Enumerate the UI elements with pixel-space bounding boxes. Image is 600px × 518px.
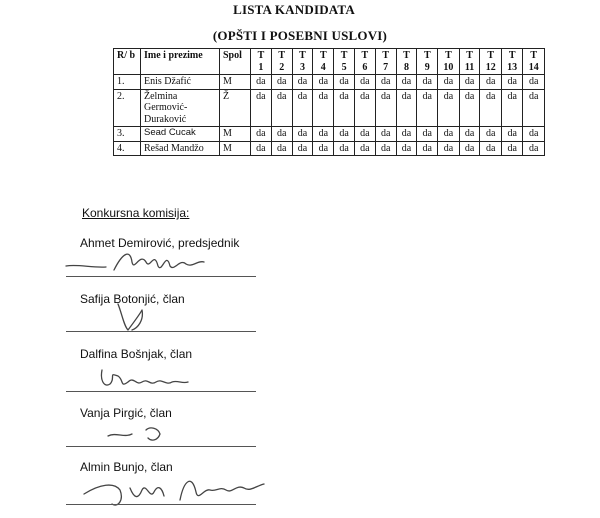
- criterion-value: da: [375, 127, 396, 142]
- criterion-value: da: [313, 141, 334, 156]
- criterion-value: da: [334, 75, 355, 90]
- criterion-value: da: [375, 75, 396, 90]
- criterion-value: da: [251, 75, 272, 90]
- criterion-value: da: [523, 141, 545, 156]
- header-t9: T 9: [417, 49, 438, 75]
- criterion-value: da: [292, 75, 313, 90]
- criterion-value: da: [501, 127, 522, 142]
- header-spol: Spol: [220, 49, 251, 75]
- candidate-name: Enis Džafić: [141, 75, 220, 90]
- criterion-value: da: [459, 89, 480, 127]
- criterion-value: da: [271, 89, 292, 127]
- candidate-spol: M: [220, 141, 251, 156]
- header-name: Ime i prezime: [141, 49, 220, 75]
- criterion-value: da: [271, 141, 292, 156]
- header-t1: T 1: [251, 49, 272, 75]
- criterion-value: da: [396, 75, 417, 90]
- criterion-value: da: [459, 75, 480, 90]
- criterion-value: da: [354, 141, 375, 156]
- criterion-value: da: [354, 127, 375, 142]
- header-t10: T 10: [438, 49, 459, 75]
- candidate-spol: Ž: [220, 89, 251, 127]
- signature-line: [66, 391, 256, 392]
- signature-line: [66, 276, 256, 277]
- commission-member: Almin Bunjo, član: [80, 460, 173, 474]
- criterion-value: da: [438, 141, 459, 156]
- commission-member: Vanja Pirgić, član: [80, 406, 172, 420]
- criterion-value: da: [251, 89, 272, 127]
- criterion-value: da: [354, 75, 375, 90]
- criterion-value: da: [523, 75, 545, 90]
- row-number: 4.: [114, 141, 141, 156]
- signature-line: [66, 446, 256, 447]
- criterion-value: da: [523, 89, 545, 127]
- signature-image: [80, 470, 270, 514]
- table-header-row: [114, 49, 545, 75]
- criterion-value: da: [501, 75, 522, 90]
- criterion-value: da: [375, 89, 396, 127]
- criterion-value: da: [417, 141, 438, 156]
- criterion-value: da: [480, 127, 501, 142]
- criterion-value: da: [501, 141, 522, 156]
- header-rb: R/ b: [114, 49, 141, 75]
- table-row: [114, 75, 545, 90]
- header-t3: T 3: [292, 49, 313, 75]
- criterion-value: da: [396, 127, 417, 142]
- criterion-value: da: [313, 127, 334, 142]
- header-t12: T 12: [480, 49, 501, 75]
- commission-member: Dalfina Bošnjak, član: [80, 347, 193, 361]
- criterion-value: da: [480, 89, 501, 127]
- header-t13: T 13: [501, 49, 522, 75]
- candidate-name: Sead Cucak: [141, 127, 220, 142]
- commission-member: Safija Botonjić, član: [80, 292, 185, 306]
- criterion-value: da: [292, 141, 313, 156]
- criterion-value: da: [334, 141, 355, 156]
- criterion-value: da: [396, 141, 417, 156]
- criterion-value: da: [438, 89, 459, 127]
- signature-image: [62, 244, 212, 280]
- header-t8: T 8: [396, 49, 417, 75]
- criterion-value: da: [271, 75, 292, 90]
- criterion-value: da: [501, 89, 522, 127]
- candidate-spol: M: [220, 127, 251, 142]
- candidates-table: [113, 48, 545, 156]
- criterion-value: da: [251, 141, 272, 156]
- signature-image: [102, 420, 182, 446]
- row-number: 3.: [114, 127, 141, 142]
- criterion-value: da: [396, 89, 417, 127]
- header-t6: T 6: [354, 49, 375, 75]
- header-t5: T 5: [334, 49, 355, 75]
- criterion-value: da: [417, 89, 438, 127]
- row-number: 2.: [114, 89, 141, 127]
- header-t11: T 11: [459, 49, 480, 75]
- criterion-value: da: [417, 127, 438, 142]
- criterion-value: da: [480, 75, 501, 90]
- table-row: [114, 141, 545, 156]
- table-row: [114, 127, 545, 142]
- document-subtitle: (OPŠTI I POSEBNI USLOVI): [212, 28, 388, 43]
- criterion-value: da: [523, 127, 545, 142]
- document-title: LISTA KANDIDATA: [233, 2, 355, 17]
- criterion-value: da: [271, 127, 292, 142]
- header-t14: T 14: [523, 49, 545, 75]
- criterion-value: da: [313, 75, 334, 90]
- criterion-value: da: [480, 141, 501, 156]
- header-t2: T 2: [271, 49, 292, 75]
- criterion-value: da: [438, 127, 459, 142]
- criterion-value: da: [459, 127, 480, 142]
- criterion-value: da: [292, 127, 313, 142]
- criterion-value: da: [438, 75, 459, 90]
- criterion-value: da: [375, 141, 396, 156]
- criterion-value: da: [417, 75, 438, 90]
- criterion-value: da: [334, 127, 355, 142]
- criterion-value: da: [354, 89, 375, 127]
- commission-member: Ahmet Demirović, predsjednik: [80, 236, 240, 250]
- criterion-value: da: [459, 141, 480, 156]
- commission-title: Konkursna komisija:: [82, 206, 190, 220]
- signature-line: [66, 504, 256, 505]
- header-t4: T 4: [313, 49, 334, 75]
- candidate-spol: M: [220, 75, 251, 90]
- signature-image: [112, 300, 172, 334]
- criterion-value: da: [292, 89, 313, 127]
- criterion-value: da: [313, 89, 334, 127]
- table-row: [114, 89, 545, 127]
- row-number: 1.: [114, 75, 141, 90]
- header-t7: T 7: [375, 49, 396, 75]
- candidate-name: Želmina Germović-Duraković: [141, 89, 220, 127]
- criterion-value: da: [251, 127, 272, 142]
- signature-line: [66, 331, 256, 332]
- signature-image: [96, 364, 206, 394]
- criterion-value: da: [334, 89, 355, 127]
- candidate-name: Rešad Mandžo: [141, 141, 220, 156]
